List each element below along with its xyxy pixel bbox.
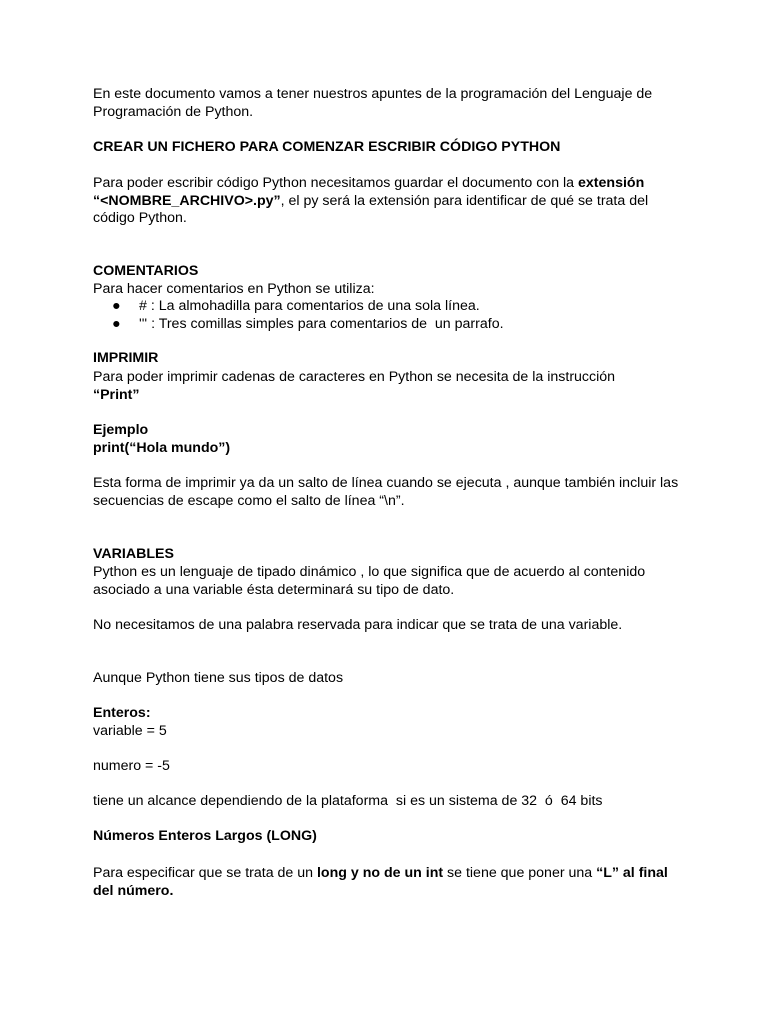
list-item-text: # : La almohadilla para comentarios de una sola línea. — [139, 298, 480, 314]
heading-variables: VARIABLES — [93, 546, 174, 562]
variables-paragraph-1: Python es un lenguaje de tipado dinámico , lo que significa que de acuerdo al contenido asociado a una variable ésta determinará su tipo de dato. — [93, 564, 650, 598]
variables-paragraph-2: No necesitamos de una palabra reservada para indicar que se trata de una variable. — [93, 617, 623, 633]
heading-comentarios: COMENTARIOS — [93, 263, 199, 279]
variables-paragraph-3: Aunque Python tiene sus tipos de datos — [93, 670, 344, 686]
comentarios-list — [112, 298, 672, 333]
bullet-icon: ● — [112, 315, 121, 332]
imprimir-instruction: “Print” — [93, 387, 140, 403]
fichero-paragraph — [93, 175, 683, 228]
enteros-note: tiene un alcance dependiendo de la plataforma si es un sistema de 32 ó 64 bits — [93, 793, 603, 809]
ejemplo-code: print(“Hola mundo”) — [93, 440, 231, 456]
bullet-icon: ● — [112, 298, 121, 314]
heading-long: Números Enteros Largos (LONG) — [93, 828, 317, 844]
fichero-text-2: , el py será la extensión para identificar de qué se trata del código Python. — [93, 192, 653, 226]
list-item — [112, 298, 672, 316]
imprimir-paragraph: Para poder imprimir cadenas de caracteres en Python se necesita de la instrucción — [93, 369, 616, 385]
fichero-extension-bold: extensión “<NOMBRE_ARCHIVO>.py” — [93, 175, 649, 209]
intro-paragraph: En este documento vamos a tener nuestros apuntes de la programación del Lenguaje de Programación de Python. — [93, 86, 657, 120]
enteros-example-1: variable = 5 — [93, 723, 167, 739]
comentarios-paragraph: Para hacer comentarios en Python se utiliza: — [93, 281, 375, 297]
heading-enteros: Enteros: — [93, 705, 151, 721]
imprimir-note: Esta forma de imprimir ya da un salto de línea cuando se ejecuta , aunque también incluir las secuencias de escape como el salto de línea “\n”. — [93, 475, 683, 509]
fichero-text-1: Para poder escribir código Python necesitamos guardar el documento con la — [93, 175, 579, 191]
long-paragraph — [93, 865, 683, 900]
list-item-text: ''' : Tres comillas simples para comentarios de un parrafo. — [139, 315, 504, 332]
heading-imprimir: IMPRIMIR — [93, 350, 159, 366]
long-text-2: se tiene que poner una — [443, 865, 597, 881]
long-text-1: Para especificar que se trata de un — [93, 865, 317, 881]
heading-ejemplo: Ejemplo — [93, 422, 149, 438]
long-bold-1: long y no de un int — [316, 865, 444, 881]
enteros-example-2: numero = -5 — [93, 758, 170, 774]
long-bold-2: “L” al final del número. — [93, 865, 672, 899]
list-item — [112, 316, 672, 334]
heading-crear-fichero: CREAR UN FICHERO PARA COMENZAR ESCRIBIR CÓDIGO PYTHON — [93, 139, 561, 155]
